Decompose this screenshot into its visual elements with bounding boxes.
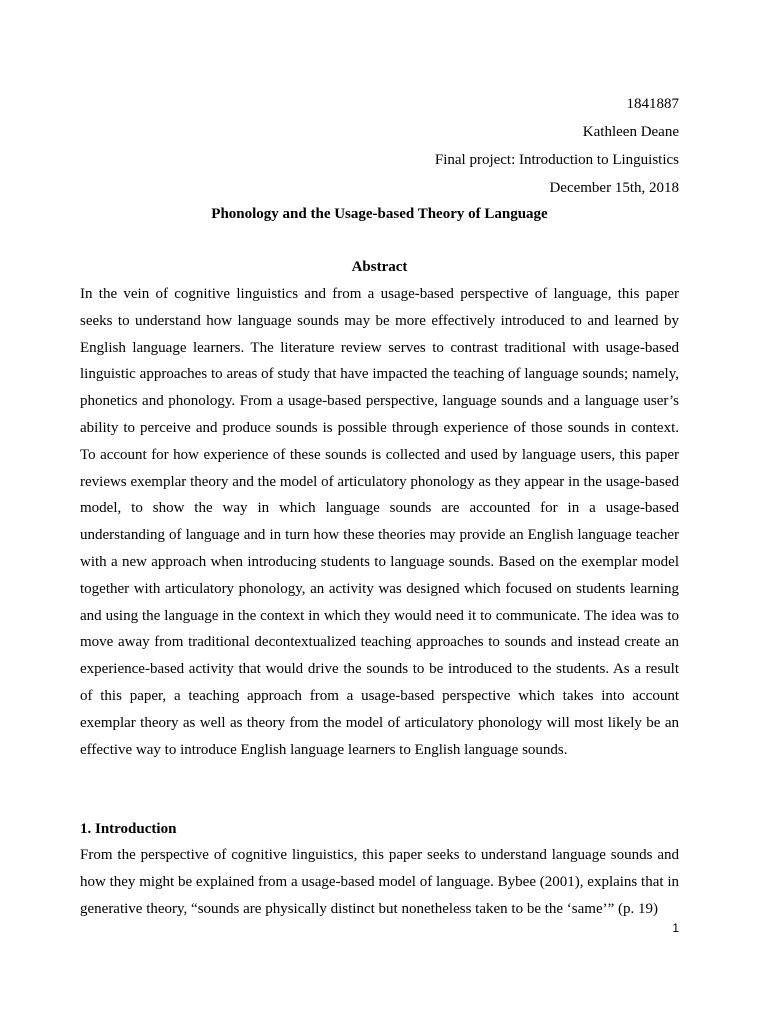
introduction-text: From the perspective of cognitive linguistics, this paper seeks to understand language sounds and how they might be explained from a usage-based model of language. Bybee (2001), explains that in generative theory, “sounds are physically distinct but nonetheless taken to be the ‘same’” (p. 19) xyxy=(80,847,679,917)
abstract-heading: Abstract xyxy=(351,259,408,275)
header-block xyxy=(435,90,679,202)
paper-title: Phonology and the Usage-based Theory of Language xyxy=(211,206,548,222)
student-id: 1841887 xyxy=(626,96,679,112)
introduction-heading: 1. Introduction xyxy=(80,821,177,837)
project-title: Final project: Introduction to Linguistics xyxy=(434,152,679,168)
abstract-text: In the vein of cognitive linguistics and from a usage-based perspective of language, this paper seeks to understand how language sounds may be more effectively introduced to and learned by English language learners. The literature review serves to contrast traditional with usage-based linguistic approaches to areas of study that have impacted the teaching of language sounds; namely, phonetics and phonology. From a usage-based perspective, language sounds and a language user’s ability to perceive and produce sounds is possible through experience of those sounds in context. To account for how experience of these sounds is collected and used by language users, this paper reviews exemplar theory and the model of articulatory phonology as they appear in the usage-based model, to show the way in which language sounds are accounted for in a usage-based understanding of language and in turn how these theories may provide an English language teacher with a new approach when introducing students to language sounds. Based on the exemplar model together with articulatory phonology, an activity was designed which focused on students learning and using the language in the context in which they would need it to communicate. The idea was to move away from traditional decontextualized teaching approaches to sounds and instead create an experience-based activity that would drive the sounds to be introduced to the students. As a result of this paper, a teaching approach from a usage-based perspective which takes into account exemplar theory as well as theory from the model of articulatory phonology will most likely be an effective way to introduce English language learners to English language sounds. xyxy=(80,286,679,758)
submission-date: December 15th, 2018 xyxy=(549,180,679,196)
author-name: Kathleen Deane xyxy=(582,124,679,140)
page-number: 1 xyxy=(672,921,679,935)
